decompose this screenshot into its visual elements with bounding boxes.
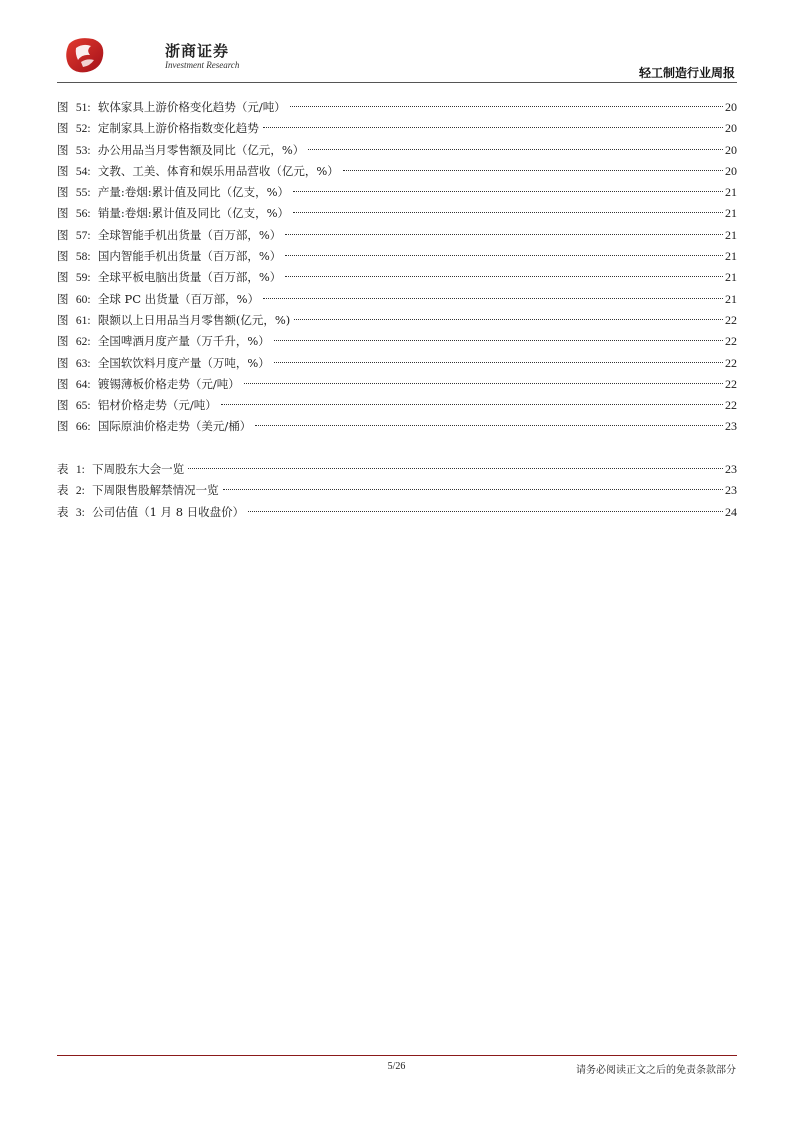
dot-leader [255, 425, 723, 426]
toc-page-number: 22 [725, 312, 737, 327]
toc-page-number: 23 [725, 462, 737, 477]
toc-entry[interactable]: 图 63: 全国软饮料月度产量（万吨，%） 22 [57, 353, 737, 374]
toc-spacer [57, 438, 737, 459]
toc-entry[interactable]: 图 56: 销量:卷烟:累计值及同比（亿支，%） 21 [57, 203, 737, 224]
toc-page-number: 21 [725, 185, 737, 200]
toc-page-number: 21 [725, 249, 737, 264]
toc-page-number: 22 [725, 334, 737, 349]
table-of-contents [57, 97, 737, 523]
page-header [57, 34, 737, 84]
toc-entry[interactable]: 图 52: 定制家具上游价格指数变化趋势 20 [57, 118, 737, 139]
footer-divider [57, 1055, 737, 1056]
dot-leader [274, 340, 723, 341]
toc-page-number: 23 [725, 419, 737, 434]
toc-page-number: 21 [725, 291, 737, 306]
toc-page-number: 20 [725, 121, 737, 136]
toc-entry[interactable]: 图 59: 全球平板电脑出货量（百万部，%） 21 [57, 267, 737, 288]
footer-page-number: 5/26 [387, 1061, 406, 1072]
dot-leader [285, 276, 723, 277]
toc-entry[interactable]: 图 64: 镀锡薄板价格走势（元/吨） 22 [57, 374, 737, 395]
toc-entry[interactable]: 图 58: 国内智能手机出货量（百万部，%） 21 [57, 246, 737, 267]
toc-entry[interactable]: 图 66: 国际原油价格走势（美元/桶） 23 [57, 416, 737, 437]
toc-entry[interactable]: 图 51: 软体家具上游价格变化趋势（元/吨） 20 [57, 97, 737, 118]
dot-leader [248, 511, 723, 512]
toc-page-number: 21 [725, 227, 737, 242]
toc-page-number: 20 [725, 100, 737, 114]
toc-page-number: 21 [725, 270, 737, 285]
dot-leader [244, 383, 723, 384]
header-divider [57, 82, 737, 83]
toc-entry[interactable]: 表 2: 下周限售股解禁情况一览 23 [57, 480, 737, 501]
dot-leader [285, 255, 723, 256]
toc-entry[interactable]: 图 65: 铝材价格走势（元/吨） 22 [57, 395, 737, 416]
toc-page-number: 22 [725, 376, 737, 391]
toc-page-number: 20 [725, 163, 737, 178]
dot-leader [263, 127, 723, 128]
dot-leader [263, 298, 723, 299]
toc-entry[interactable]: 图 62: 全国啤酒月度产量（万千升，%） 22 [57, 331, 737, 352]
toc-entry[interactable]: 图 57: 全球智能手机出货量（百万部，%） 21 [57, 225, 737, 246]
toc-entry[interactable]: 图 55: 产量:卷烟:累计值及同比（亿支，%） 21 [57, 182, 737, 203]
brand-name: 浙商证券 [165, 42, 230, 60]
dot-leader [308, 149, 723, 150]
toc-entry[interactable]: 图 61: 限额以上日用品当月零售额(亿元，%) 22 [57, 310, 737, 331]
toc-page-number: 22 [725, 355, 737, 370]
toc-entry[interactable]: 图 60: 全球 PC 出货量（百万部，%） 21 [57, 289, 737, 310]
toc-page-number: 20 [725, 142, 737, 157]
toc-entry[interactable]: 表 1: 下周股东大会一览 23 [57, 459, 737, 480]
toc-page-number: 23 [725, 483, 737, 498]
toc-entry[interactable]: 图 54: 文教、工美、体育和娱乐用品营收（亿元，%） 20 [57, 161, 737, 182]
toc-entry[interactable]: 表 3: 公司估值（1 月 8 日收盘价） 24 [57, 502, 737, 523]
dot-leader [221, 404, 723, 405]
dot-leader [285, 234, 723, 235]
toc-page-number: 24 [725, 504, 737, 519]
dot-leader [343, 170, 723, 171]
dot-leader [294, 319, 723, 320]
dot-leader [223, 489, 723, 490]
dot-leader [274, 362, 723, 363]
footer-disclaimer: 请务必阅读正文之后的免责条款部分 [576, 1065, 736, 1076]
toc-entry[interactable]: 图 53: 办公用品当月零售额及同比（亿元，%） 20 [57, 140, 737, 161]
toc-page-number: 22 [725, 398, 737, 413]
toc-page-number: 21 [725, 206, 737, 221]
dot-leader [293, 212, 723, 213]
report-title: 轻工制造行业周报 [638, 66, 735, 80]
dot-leader [293, 191, 723, 192]
dot-leader [188, 468, 723, 469]
brand-logo-icon [63, 36, 107, 74]
brand-subtitle: Investment Research [165, 60, 240, 70]
dot-leader [290, 106, 723, 107]
